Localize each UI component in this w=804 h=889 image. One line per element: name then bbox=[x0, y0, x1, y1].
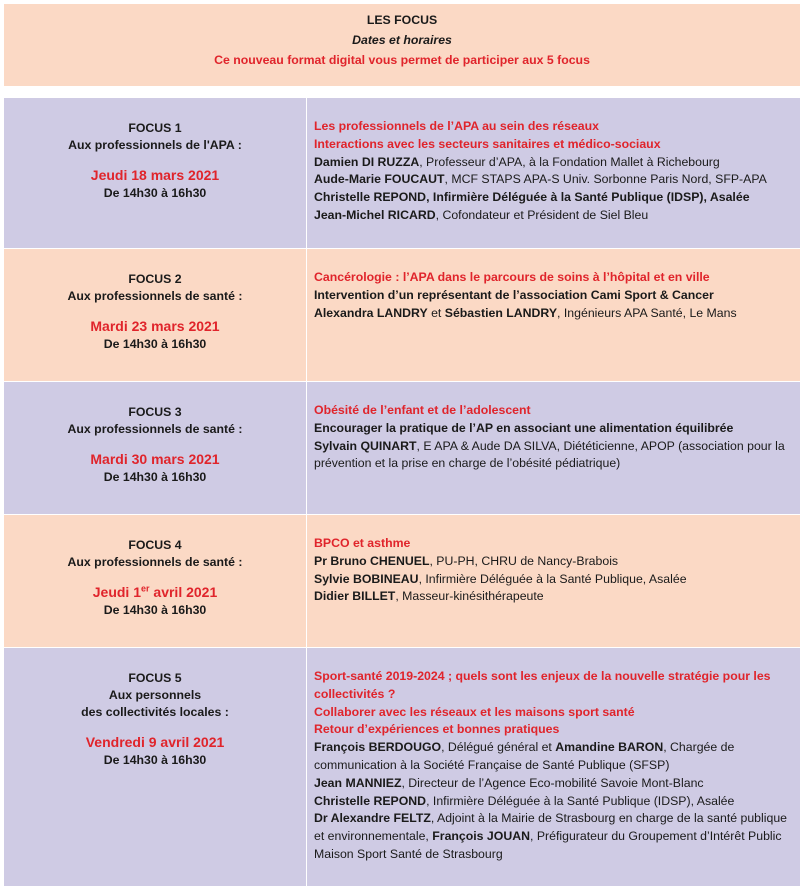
focus-topic: BPCO et asthme bbox=[314, 536, 411, 550]
speaker-name: Didier BILLET bbox=[314, 589, 396, 604]
speaker-name: Dr Alexandre FELTZ bbox=[314, 811, 431, 826]
speaker-line bbox=[314, 154, 792, 172]
speaker-desc: , E APA & Aude DA SILVA, Diététicienne, APOP (association pour la prévention et la prise en charge de l’obésité pédiatrique) bbox=[314, 438, 785, 471]
speaker-name: Sébastien LANDRY bbox=[444, 305, 558, 320]
focus-1-info bbox=[4, 98, 307, 248]
page-subtitle: Dates et horaires bbox=[352, 33, 452, 47]
speaker-name: Damien DI RUZZA bbox=[314, 154, 420, 169]
speaker-desc: , Masseur-kinésithérapeute bbox=[395, 589, 544, 604]
speaker-line: Jean MANNIEZ, Directeur de l’Agence Eco-mobilité Savoie Mont-Blanc bbox=[314, 775, 704, 790]
focus-time: De 14h30 à 16h30 bbox=[103, 753, 207, 767]
speaker-line bbox=[314, 171, 792, 189]
speaker-line: François BERDOUGO, Délégué général et Amandine BARON, Chargée de communication à la Société Française de Santé Publique (SFSP) bbox=[314, 740, 735, 772]
speaker-line: Alexandra LANDRY et Sébastien LANDRY, Ingénieurs APA Santé, Le Mans bbox=[314, 305, 737, 320]
focus-topic: Interactions avec les secteurs sanitaires et médico-sociaux bbox=[314, 136, 661, 151]
focus-time: De 14h30 à 16h30 bbox=[103, 337, 207, 351]
speaker-name: Christelle REPOND bbox=[314, 793, 427, 808]
focus-row-5 bbox=[4, 647, 800, 886]
focus-date: Vendredi 9 avril 2021 bbox=[85, 734, 225, 750]
speaker-line bbox=[314, 438, 792, 474]
focus-date: Mardi 23 mars 2021 bbox=[90, 318, 220, 334]
speaker-line: Christelle REPOND, Infirmière Déléguée à la Santé Publique (IDSP), Asalée bbox=[314, 793, 735, 808]
focus-audience: Aux personnels bbox=[108, 688, 202, 702]
focus-audience: Aux professionnels de santé : bbox=[67, 422, 243, 436]
speaker-line: Dr Alexandre FELTZ, Adjoint à la Mairie de Strasbourg en charge de la santé publique et environnementale, François JOUAN, Préfigurateur du Groupement d’Intérêt Public Maison Sport Santé de Strasbourg bbox=[314, 811, 788, 861]
focus-date: Jeudi 18 mars 2021 bbox=[90, 167, 220, 183]
tagline: Ce nouveau format digital vous permet de participer aux 5 focus bbox=[214, 53, 590, 67]
speaker-name: Jean-Michel RICARD bbox=[314, 207, 436, 222]
speaker-name: Aude-Marie FOUCAUT bbox=[314, 172, 445, 187]
speaker-desc: , PU-PH, CHRU de Nancy-Brabois bbox=[429, 553, 619, 568]
focus-row-3 bbox=[4, 381, 800, 514]
focus-label: FOCUS 5 bbox=[128, 671, 182, 685]
focus-audience: Aux professionnels de santé : bbox=[67, 289, 243, 303]
focus-5-details bbox=[307, 648, 800, 886]
focus-topic: Obésité de l’enfant et de l’adolescent bbox=[314, 403, 531, 417]
focus-time: De 14h30 à 16h30 bbox=[103, 470, 207, 484]
focus-row-2 bbox=[4, 248, 800, 381]
speaker-line bbox=[314, 588, 792, 606]
focus-5-info bbox=[4, 648, 307, 886]
speaker-desc: , Ingénieurs APA Santé, Le Mans bbox=[557, 305, 737, 320]
focus-topic: Collaborer avec les réseaux et les maisons sport santé bbox=[314, 704, 635, 719]
focus-3-details bbox=[307, 382, 800, 514]
focus-2-info bbox=[4, 249, 307, 381]
focus-subtopic: Intervention d’un représentant de l’association Cami Sport & Cancer bbox=[314, 287, 714, 302]
speaker-line bbox=[314, 553, 792, 571]
speaker-desc: , MCF STAPS APA-S Univ. Sorbonne Paris Nord, SFP-APA bbox=[444, 172, 767, 187]
speaker-desc: , Cofondateur et Président de Siel Bleu bbox=[435, 207, 649, 222]
focus-time: De 14h30 à 16h30 bbox=[103, 186, 207, 200]
speaker-name: François BERDOUGO bbox=[314, 740, 442, 755]
focus-label: FOCUS 2 bbox=[128, 272, 182, 286]
speaker-desc: , Professeur d’APA, à la Fondation Mallet à Richebourg bbox=[419, 154, 720, 169]
focus-row-4 bbox=[4, 514, 800, 647]
speaker-name: François JOUAN bbox=[432, 829, 530, 844]
focus-subtopic: Encourager la pratique de l’AP en associant une alimentation équilibrée bbox=[314, 420, 734, 435]
focus-3-info bbox=[4, 382, 307, 514]
speaker-name: Christelle REPOND, Infirmière Déléguée à la Santé Publique (IDSP), Asalée bbox=[314, 190, 750, 205]
focus-topic: Les professionnels de l’APA au sein des réseaux bbox=[314, 119, 599, 133]
focus-2-details bbox=[307, 249, 800, 381]
focus-audience: Aux professionnels de santé : bbox=[67, 555, 243, 569]
focus-1-details bbox=[307, 98, 800, 248]
focus-label: FOCUS 1 bbox=[128, 121, 182, 135]
speaker-name: Sylvie BOBINEAU bbox=[314, 571, 419, 586]
speaker-name: Amandine BARON bbox=[555, 740, 664, 755]
speaker-name: Pr Bruno CHENUEL bbox=[314, 553, 430, 568]
focus-date: Jeudi 1er avril 2021 bbox=[92, 583, 218, 600]
focus-topic: Sport-santé 2019-2024 ; quels sont les enjeux de la nouvelle stratégie pour les collectivités ? bbox=[314, 669, 771, 701]
focus-audience: Aux professionnels de l'APA : bbox=[68, 138, 242, 152]
header-banner bbox=[4, 4, 800, 86]
focus-topic: Retour d’expériences et bonnes pratiques bbox=[314, 722, 560, 737]
focus-4-details bbox=[307, 515, 800, 647]
focus-topic: Cancérologie : l’APA dans le parcours de soins à l’hôpital et en ville bbox=[314, 270, 710, 284]
page-title: LES FOCUS bbox=[366, 13, 438, 27]
speaker-desc: , Infirmière Déléguée à la Santé Publique, Asalée bbox=[418, 571, 687, 586]
focus-date: Mardi 30 mars 2021 bbox=[90, 451, 220, 467]
focus-time: De 14h30 à 16h30 bbox=[103, 603, 207, 617]
speaker-line bbox=[314, 571, 792, 589]
speaker-line bbox=[314, 207, 792, 225]
focus-4-info bbox=[4, 515, 307, 647]
focus-label: FOCUS 3 bbox=[128, 405, 182, 419]
focus-audience: des collectivités locales : bbox=[81, 705, 229, 719]
speaker-name: Jean MANNIEZ bbox=[314, 775, 402, 790]
speaker-name: Sylvain QUINART bbox=[314, 438, 417, 453]
focus-label: FOCUS 4 bbox=[128, 538, 182, 552]
speaker-line bbox=[314, 189, 792, 207]
focus-row-1 bbox=[4, 97, 800, 248]
speaker-name: Alexandra LANDRY bbox=[314, 305, 428, 320]
